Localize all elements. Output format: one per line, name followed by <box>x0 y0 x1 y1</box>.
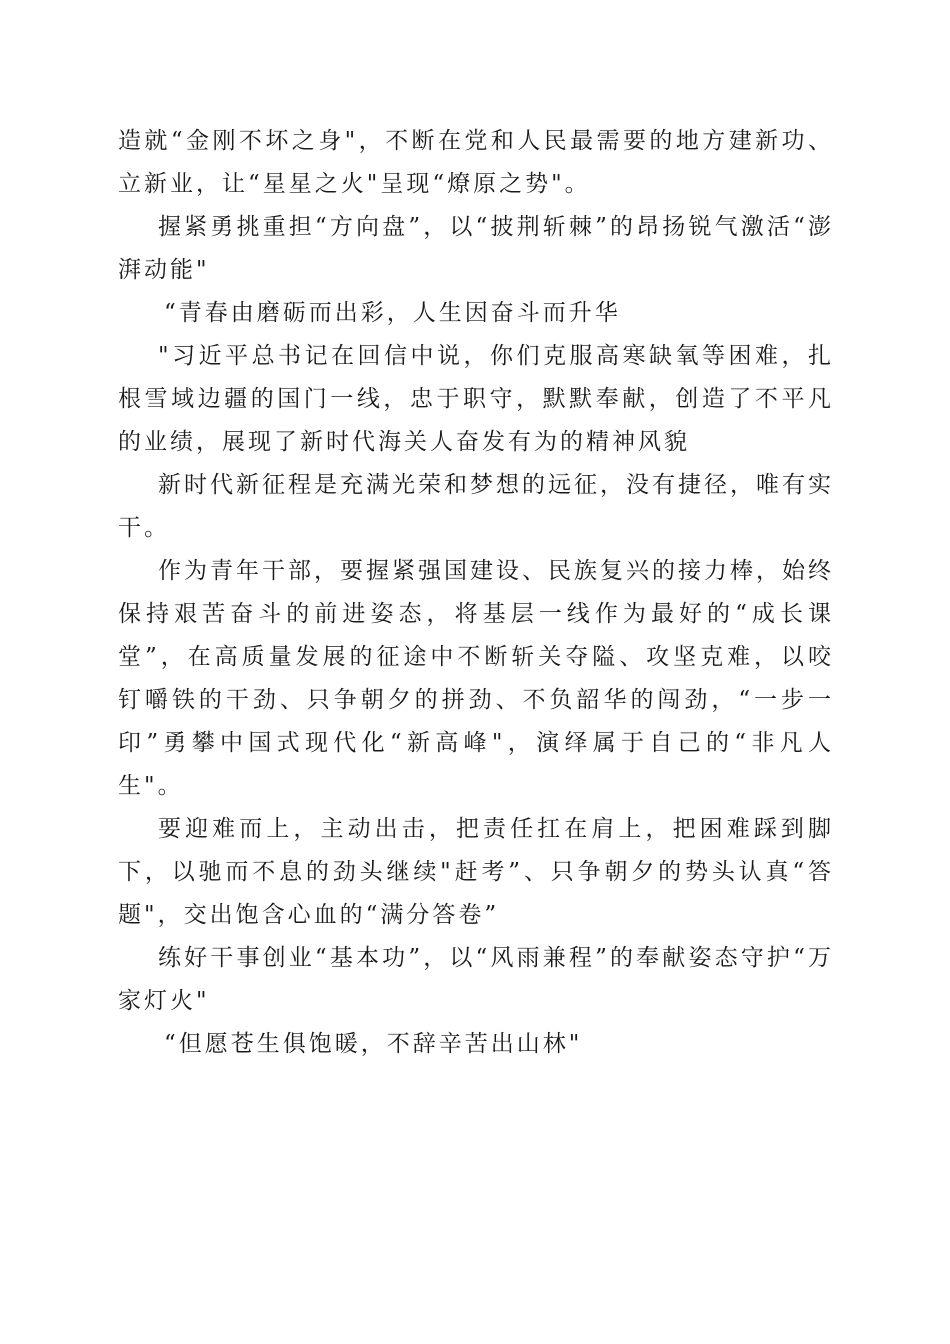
quote-youth: “青春由磨砺而出彩，人生因奋斗而升华 <box>164 300 621 326</box>
document-page <box>118 120 834 1066</box>
paragraph-continuation: 造就“金刚不坏之身"，不断在党和人民最需要的地方建新功、立新业，让“星星之火"呈现“燎原之势"。 <box>118 128 834 197</box>
section-heading-basic-skills: 练好干事创业“基本功”，以“风雨兼程”的奉献姿态守护“万家灯火" <box>118 945 834 1014</box>
paragraph-reply-letter: "习近平总书记在回信中说，你们克服高寒缺氧等困难，扎根雪域边疆的国门一线，忠于职守，默默奉献，创造了不平凡的业绩，展现了新时代海关人奋发有为的精神风貌 <box>118 343 834 455</box>
section-heading-steering-wheel: 握紧勇挑重担“方向盘”，以“披荆斩棘”的昂扬锐气激活“澎湃动能" <box>118 214 834 283</box>
paragraph-new-era: 新时代新征程是充满光荣和梦想的远征，没有捷径，唯有实干。 <box>118 472 834 541</box>
paragraph-rise-to-challenge: 要迎难而上，主动出击，把责任扛在肩上，把困难踩到脚下，以驰而不息的劲头继续"赶考”、只争朝夕的势头认真“答题"，交出饱含心血的“满分答卷” <box>118 816 834 928</box>
paragraph-young-cadres: 作为青年干部，要握紧强国建设、民族复兴的接力棒，始终保持艰苦奋斗的前进姿态，将基层一线作为最好的“成长课堂”，在高质量发展的征途中不断斩关夺隘、攻坚克难，以咬钉嚼铁的干劲、只争朝夕的拼劲、不负韶华的闯劲，“一步一印”勇攀中国式现代化“新高峰"，演绎属于自己的“非凡人生"。 <box>118 558 834 799</box>
quote-common-people: “但愿苍生俱饱暖，不辞辛苦出山林" <box>164 1031 583 1057</box>
